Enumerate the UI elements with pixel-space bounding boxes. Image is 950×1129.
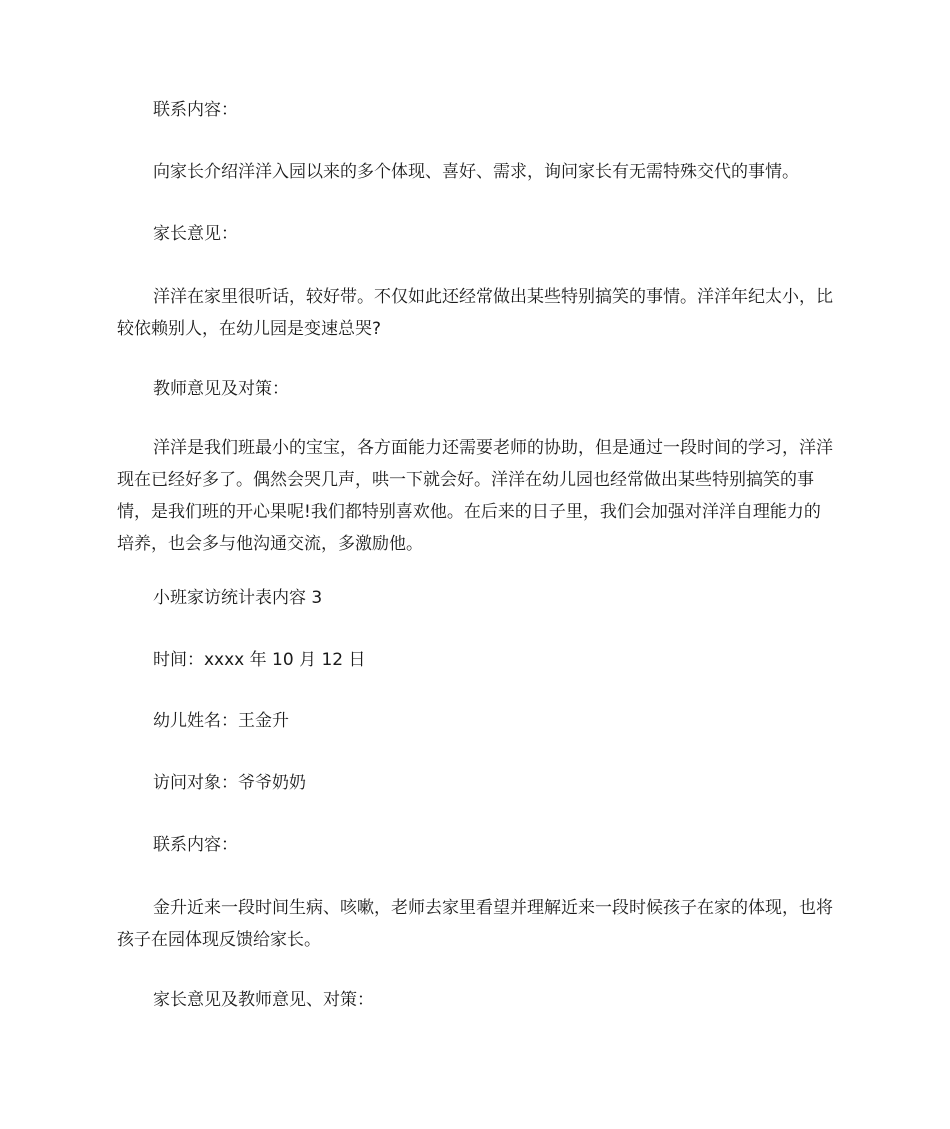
paragraph-child-name: 幼儿姓名：王金升 xyxy=(153,711,289,731)
paragraph-teacher-opinion: 洋洋是我们班最小的宝宝，各方面能力还需要老师的协助，但是通过一段时间的学习，洋洋现在已经好多了。偶然会哭几声，哄一下就会好。洋洋在幼儿园也经常做出某些特别搞笑的事情，是我们班的开心果呢!我们都特别喜欢他。在后来的日子里，我们会加强对洋洋自理能力的培养，也会多与他沟通交流，多激励他。 xyxy=(117,438,833,554)
paragraph-parent-opinion: 洋洋在家里很听话，较好带。不仅如此还经常做出某些特别搞笑的事情。洋洋年纪太小，比较依赖别人，在幼儿园是变速总哭? xyxy=(117,287,833,339)
paragraph-contact-label-2: 联系内容： xyxy=(153,835,238,855)
paragraph-contact-content-2: 金升近来一段时间生病、咳嗽，老师去家里看望并理解近来一段时候孩子在家的体现，也将孩子在园体现反馈给家长。 xyxy=(117,898,833,950)
paragraph-parent-opinion-label: 家长意见： xyxy=(153,224,238,244)
paragraph-opinions-label: 家长意见及教师意见、对策： xyxy=(153,990,374,1010)
paragraph-contact-label: 联系内容： xyxy=(153,100,238,120)
paragraph-visit-target: 访问对象：爷爷奶奶 xyxy=(153,773,306,793)
section-title-record-3: 小班家访统计表内容 3 xyxy=(153,588,323,608)
paragraph-date: 时间：xxxx 年 10 月 12 日 xyxy=(153,650,366,670)
paragraph-contact-content: 向家长介绍洋洋入园以来的多个体现、喜好、需求，询问家长有无需特殊交代的事情。 xyxy=(153,162,799,182)
paragraph-teacher-opinion-label: 教师意见及对策： xyxy=(153,379,289,399)
